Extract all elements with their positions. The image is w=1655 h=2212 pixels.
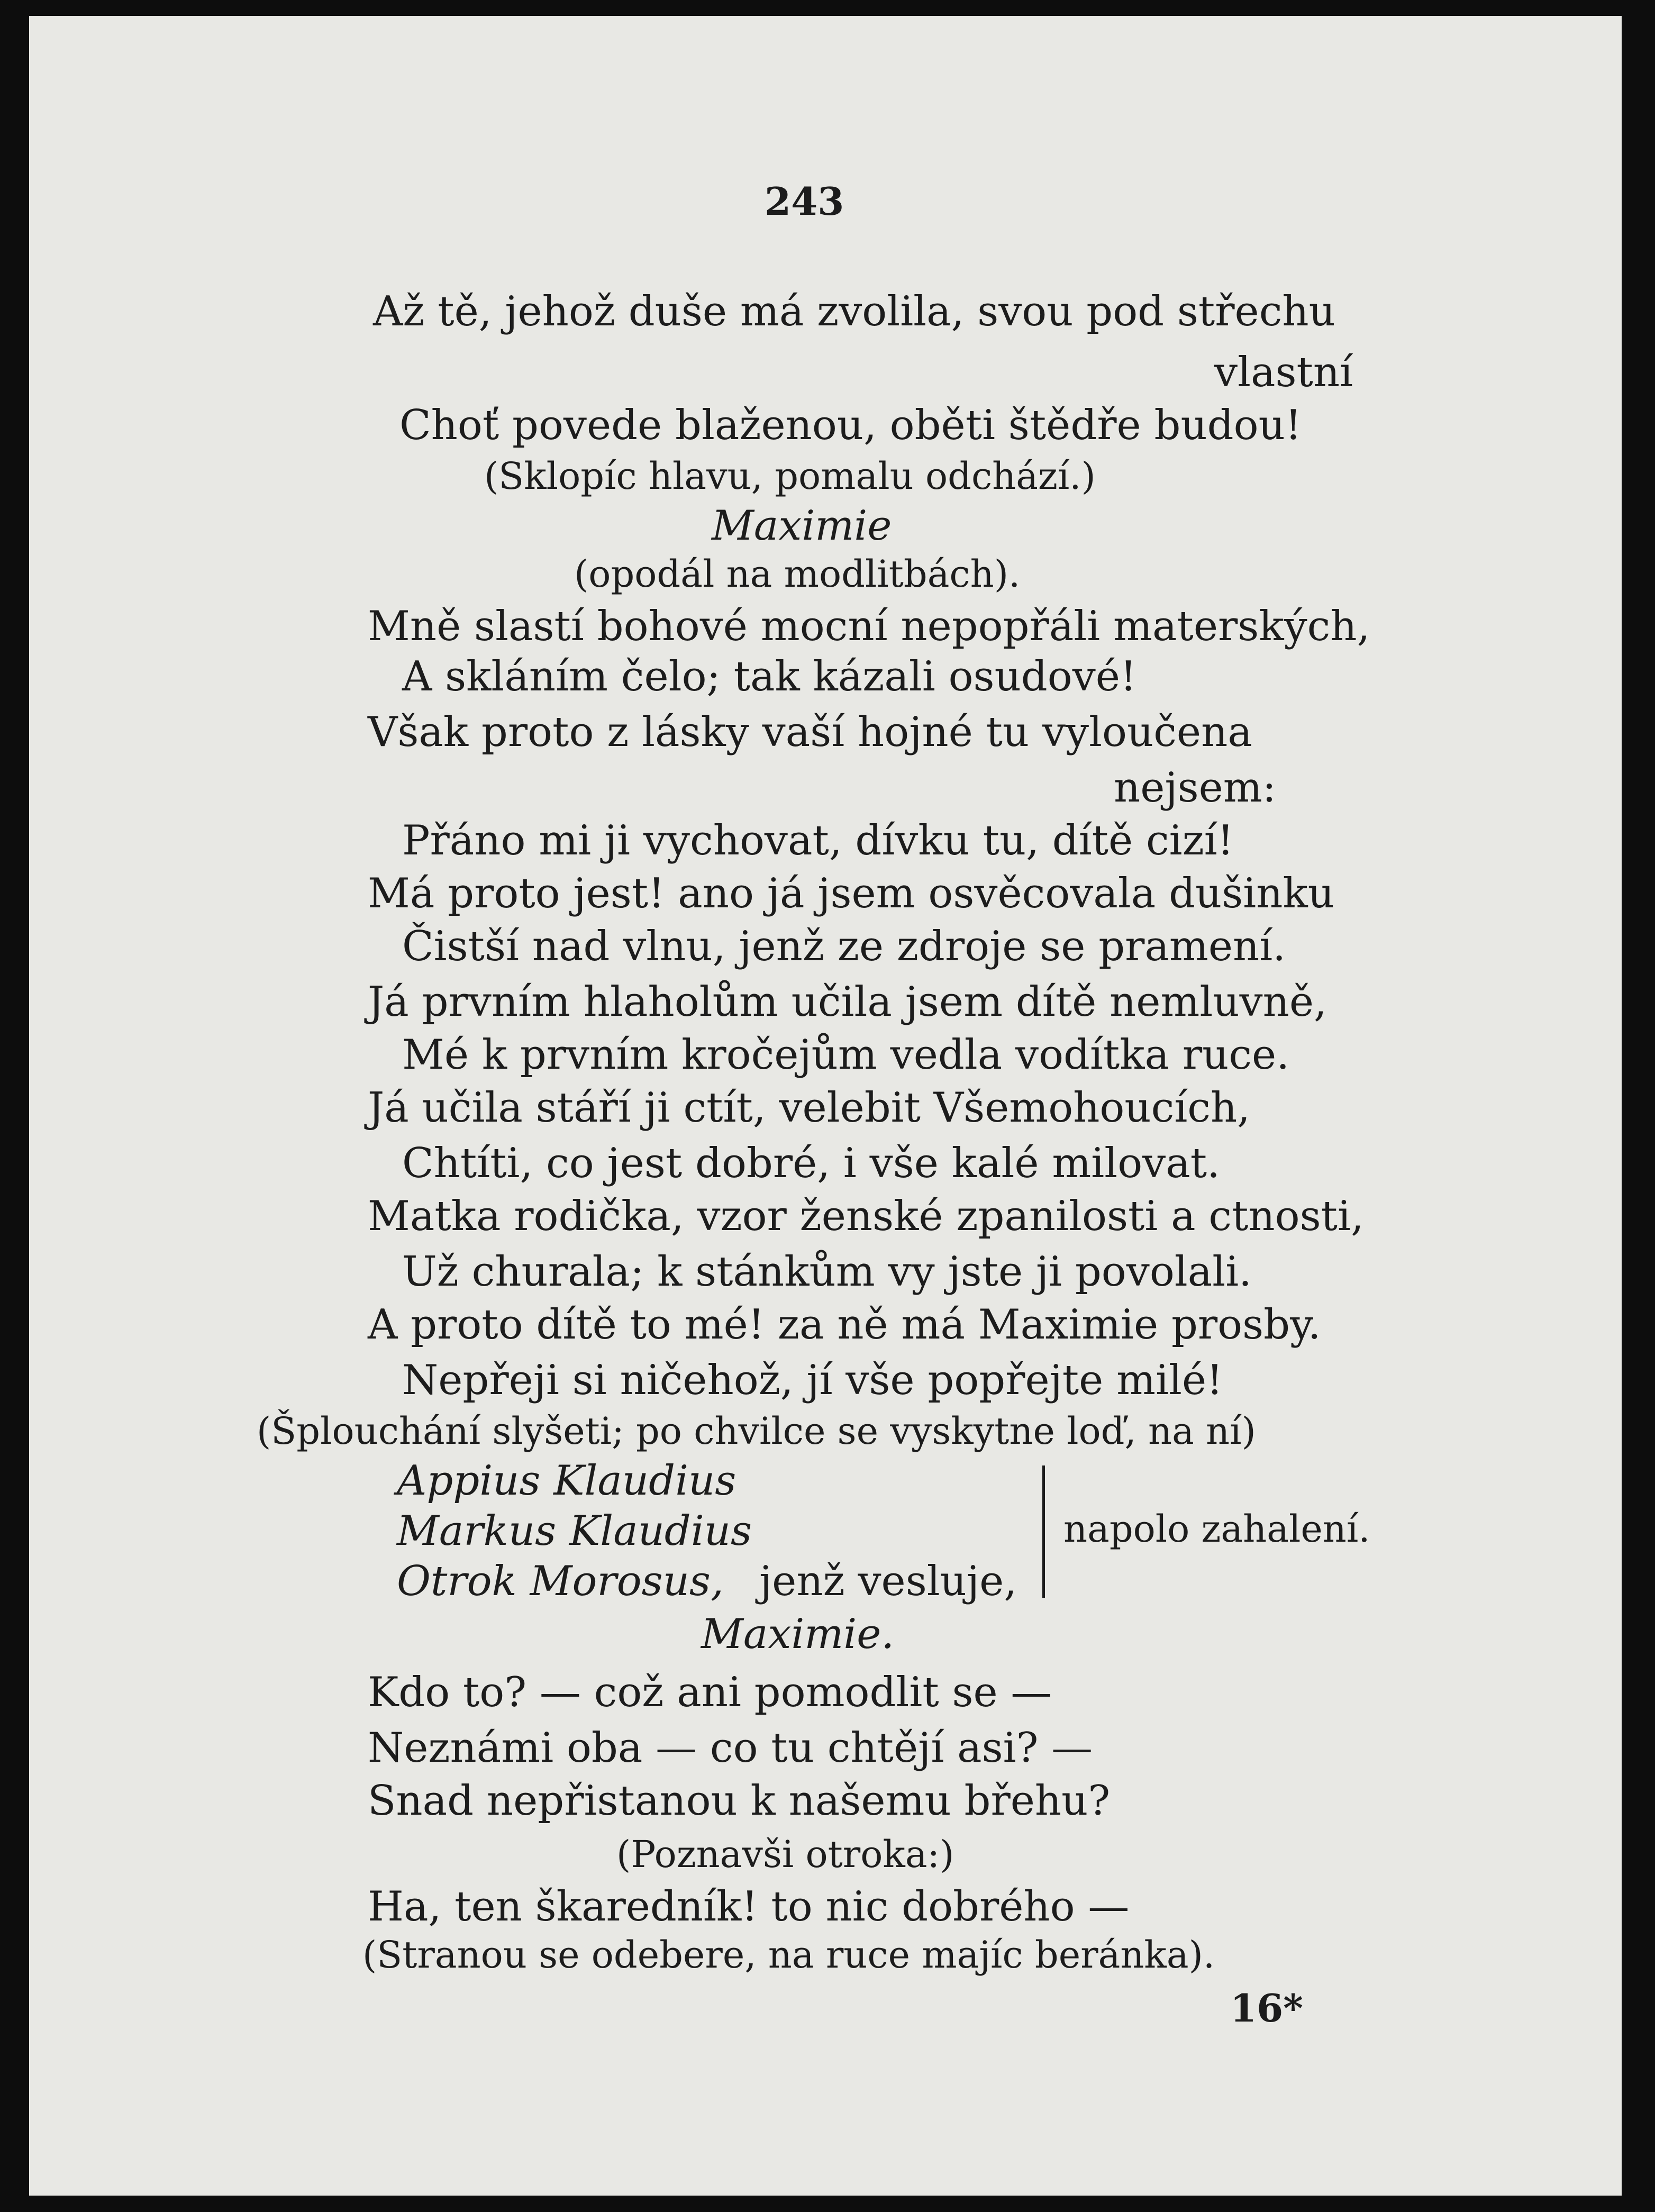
verse-line: Chtíti, co jest dobré, i vše kalé milovat. (402, 1140, 1220, 1187)
verse-line: Ha, ten škaredník! to nic dobrého — (368, 1883, 1130, 1931)
stage-direction: (Sklopíc hlavu, pomalu odchází.) (484, 454, 1096, 498)
verse-line: Matka rodička, vzor ženské zpanilosti a ctnosti, (368, 1193, 1364, 1240)
verse-line: Já učila stáří ji ctít, velebit Všemohoucích, (368, 1084, 1250, 1132)
verse-line: Mé k prvním kročejům vedla vodítka ruce. (402, 1031, 1289, 1079)
cast-note: jenž vesluje, (759, 1558, 1017, 1605)
verse-line: A skláním čelo; tak kázali osudové! (402, 653, 1137, 700)
page-number: 243 (765, 179, 844, 224)
verse-line: Čistší nad vlnu, jenž ze zdroje se pramení. (402, 923, 1286, 970)
verse-line: Kdo to? — což ani pomodlit se — (368, 1669, 1052, 1716)
printer-signature: 16* (1230, 1986, 1303, 2031)
verse-line: nejsem: (1114, 764, 1277, 812)
verse-line: Nepřeji si ničehož, jí vše popřejte milé! (402, 1357, 1223, 1404)
verse-line: A proto dítě to mé! za ně má Maximie prosby. (368, 1301, 1321, 1349)
verse-line: Snad nepřistanou k našemu břehu? (368, 1777, 1111, 1825)
verse-line: Až tě, jehož duše má zvolila, svou pod střechu (373, 288, 1335, 335)
verse-line: Já prvním hlaholům učila jsem dítě nemluvně, (368, 978, 1327, 1026)
verse-line: Mně slastí bohové mocní nepopřáli materských, (368, 603, 1370, 650)
verse-line: vlastní (1214, 349, 1353, 396)
cast-brace-note: napolo zahalení. (1063, 1507, 1370, 1551)
verse-line: Přáno mi ji vychovat, dívku tu, dítě cizí! (402, 817, 1234, 864)
verse-line: Neznámi oba — co tu chtějí asi? — (368, 1724, 1093, 1772)
cast-name: Otrok Morosus, (397, 1558, 724, 1605)
speaker-name: Maximie. (701, 1610, 895, 1658)
book-page (29, 16, 1622, 2196)
stage-direction: (Šplouchání slyšeti; po chvilce se vyskytne loď, na ní) (257, 1409, 1256, 1453)
stage-direction: (opodál na modlitbách). (574, 552, 1021, 596)
verse-line: Už churala; k stánkům vy jste ji povolali. (402, 1248, 1252, 1296)
cast-name: Markus Klaudius (397, 1507, 752, 1555)
verse-line: Však proto z lásky vaší hojné tu vyloučena (368, 708, 1252, 756)
cast-brace (1042, 1465, 1050, 1598)
cast-name: Appius Klaudius (397, 1457, 736, 1505)
verse-line: Má proto jest! ano já jsem osvěcovala dušinku (368, 870, 1334, 917)
speaker-name: Maximie (712, 502, 892, 550)
stage-direction: (Poznavši otroka:) (616, 1833, 954, 1876)
stage-direction: (Stranou se odebere, na ruce majíc beránka). (362, 1933, 1215, 1977)
verse-line: Choť povede blaženou, oběti štědře budou! (399, 402, 1302, 449)
